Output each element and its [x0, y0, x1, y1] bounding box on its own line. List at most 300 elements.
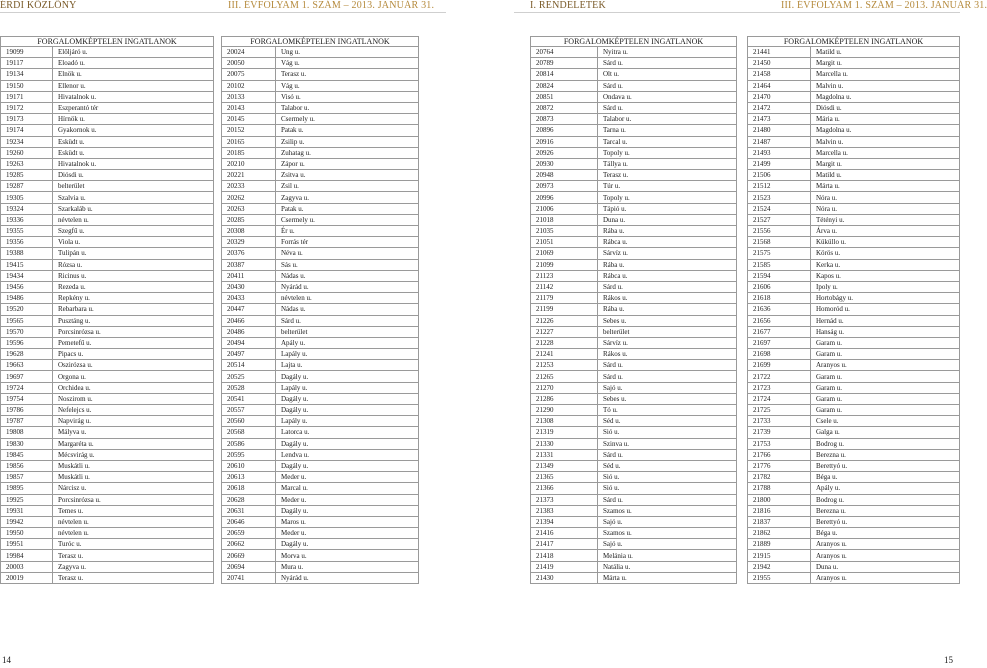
parcel-number: 20165	[222, 136, 276, 147]
street-name: Lajta u.	[276, 360, 419, 371]
table-row	[222, 315, 419, 326]
parcel-number: 21725	[748, 405, 811, 416]
parcel-number: 19697	[1, 371, 53, 382]
parcel-number: 21308	[531, 416, 598, 427]
street-name: belterület	[598, 326, 737, 337]
street-name: Előljáró u.	[53, 47, 214, 58]
parcel-number: 21837	[748, 516, 811, 527]
parcel-number: 19628	[1, 349, 53, 360]
street-name: Zápor u.	[276, 158, 419, 169]
parcel-number: 21035	[531, 226, 598, 237]
parcel-number: 21450	[748, 58, 811, 69]
table-row	[531, 561, 737, 572]
parcel-number: 19234	[1, 136, 53, 147]
street-name: Patak u.	[276, 125, 419, 136]
street-name: Sárd u.	[276, 315, 419, 326]
parcel-number: 21365	[531, 472, 598, 483]
parcel-number: 20741	[222, 572, 276, 583]
parcel-number: 20631	[222, 505, 276, 516]
table-row	[748, 69, 960, 80]
street-name: Zagyva u.	[276, 192, 419, 203]
street-name: Olt u.	[598, 69, 737, 80]
parcel-number: 19895	[1, 483, 53, 494]
table-row	[222, 528, 419, 539]
table-row	[1, 315, 214, 326]
table-row	[1, 69, 214, 80]
table-row	[222, 349, 419, 360]
table-row	[1, 505, 214, 516]
parcel-number: 19925	[1, 494, 53, 505]
table-row	[222, 226, 419, 237]
table-row	[222, 270, 419, 281]
parcel-number: 21417	[531, 539, 598, 550]
street-name: Matild u.	[811, 47, 960, 58]
table-row	[748, 382, 960, 393]
street-name: Apály u.	[276, 337, 419, 348]
street-name: névtelen u.	[53, 516, 214, 527]
parcel-number: 21349	[531, 460, 598, 471]
parcel-number: 20494	[222, 337, 276, 348]
table-row	[748, 483, 960, 494]
parcel-number: 20514	[222, 360, 276, 371]
parcel-number: 21006	[531, 203, 598, 214]
street-name: Hírnök u.	[53, 114, 214, 125]
parcel-number: 20872	[531, 102, 598, 113]
table-title: FORGALOMKÉPTELEN INGATLANOK	[222, 37, 419, 47]
table-row	[1, 416, 214, 427]
parcel-number: 21227	[531, 326, 598, 337]
section-title: I. RENDELETEK	[530, 0, 606, 11]
street-name: Küküllo u.	[811, 237, 960, 248]
parcel-number: 21265	[531, 371, 598, 382]
street-name: Pemetefű u.	[53, 337, 214, 348]
table-row	[748, 237, 960, 248]
table-row	[748, 102, 960, 113]
parcel-number: 21286	[531, 393, 598, 404]
street-name: Gyakornok u.	[53, 125, 214, 136]
table-row	[531, 472, 737, 483]
table-row	[748, 214, 960, 225]
street-name: Tarna u.	[598, 125, 737, 136]
table-row	[531, 181, 737, 192]
street-name: Nóra u.	[811, 203, 960, 214]
table-row	[531, 572, 737, 583]
street-name: Garam u.	[811, 393, 960, 404]
table-row	[531, 449, 737, 460]
parcel-number: 20824	[531, 80, 598, 91]
table-row	[222, 192, 419, 203]
table-row	[1, 91, 214, 102]
parcel-number: 19415	[1, 259, 53, 270]
street-name: Duna u.	[811, 561, 960, 572]
table-row	[531, 259, 737, 270]
table-row	[222, 91, 419, 102]
street-name: Ondava u.	[598, 91, 737, 102]
table-row	[1, 483, 214, 494]
parcel-number: 19388	[1, 248, 53, 259]
table-row	[1, 226, 214, 237]
street-name: Elnök u.	[53, 69, 214, 80]
parcel-number: 19808	[1, 427, 53, 438]
street-name: Vág u.	[276, 80, 419, 91]
parcel-number: 21618	[748, 293, 811, 304]
table-row	[1, 494, 214, 505]
street-name: Hivatalnok u.	[53, 91, 214, 102]
table-row	[748, 550, 960, 561]
parcel-number: 20646	[222, 516, 276, 527]
parcel-number: 20050	[222, 58, 276, 69]
street-name: Sárd u.	[598, 281, 737, 292]
street-name: Séd u.	[598, 460, 737, 471]
table-row	[222, 360, 419, 371]
street-name: Ellenor u.	[53, 80, 214, 91]
street-name: Tarcal u.	[598, 136, 737, 147]
table-row	[531, 69, 737, 80]
table-row	[222, 237, 419, 248]
parcel-number: 21889	[748, 539, 811, 550]
table-row	[748, 248, 960, 259]
parcel-number: 20528	[222, 382, 276, 393]
table-row	[531, 47, 737, 58]
property-table-3	[530, 36, 737, 584]
street-name: Rába u.	[598, 304, 737, 315]
parcel-number: 20308	[222, 226, 276, 237]
parcel-number: 20466	[222, 315, 276, 326]
table-row	[222, 550, 419, 561]
street-name: Zsitva u.	[276, 170, 419, 181]
table-row	[531, 248, 737, 259]
street-name: Nefelejcs u.	[53, 405, 214, 416]
table-row	[1, 293, 214, 304]
street-name: Ér u.	[276, 226, 419, 237]
table-row	[531, 405, 737, 416]
journal-title: ÉRDI KÖZLÖNY	[0, 0, 77, 11]
issue-info-left: III. ÉVFOLYAM 1. SZÁM – 2013. JANUÁR 31.	[228, 0, 435, 11]
table-row	[222, 382, 419, 393]
table-row	[222, 80, 419, 91]
street-name: Rába u.	[598, 259, 737, 270]
street-name: Eloadó u.	[53, 58, 214, 69]
parcel-number: 21480	[748, 125, 811, 136]
table-row	[1, 58, 214, 69]
street-name: Sárd u.	[598, 102, 737, 113]
table-row	[748, 449, 960, 460]
street-name: Sebes u.	[598, 393, 737, 404]
parcel-number: 20595	[222, 449, 276, 460]
header-divider-right	[514, 12, 960, 13]
parcel-number: 19950	[1, 528, 53, 539]
table-row	[531, 114, 737, 125]
parcel-number: 21473	[748, 114, 811, 125]
table-row	[1, 528, 214, 539]
table-row	[222, 114, 419, 125]
street-name: Sárvíz u.	[598, 248, 737, 259]
issue-info-right: III. ÉVFOLYAM 1. SZÁM – 2013. JANUÁR 31.	[781, 0, 987, 11]
street-name: Aranyos u.	[811, 550, 960, 561]
table-row	[748, 393, 960, 404]
street-name: Berezna u.	[811, 449, 960, 460]
table-row	[222, 214, 419, 225]
table-row	[1, 516, 214, 527]
parcel-number: 20143	[222, 102, 276, 113]
parcel-number: 21099	[531, 259, 598, 270]
street-name: Zsil u.	[276, 181, 419, 192]
parcel-number: 20185	[222, 147, 276, 158]
street-name: Garam u.	[811, 382, 960, 393]
table-row	[1, 47, 214, 58]
parcel-number: 21776	[748, 460, 811, 471]
street-name: Porcsinrózsa u.	[53, 494, 214, 505]
street-name: Kapos u.	[811, 270, 960, 281]
page-number-left: 14	[2, 655, 11, 665]
table-row	[748, 80, 960, 91]
parcel-number: 21366	[531, 483, 598, 494]
street-name: Berettyó u.	[811, 516, 960, 527]
table-row	[748, 125, 960, 136]
street-name: Hortobágy u.	[811, 293, 960, 304]
parcel-number: 21575	[748, 248, 811, 259]
table-row	[1, 371, 214, 382]
parcel-number: 21069	[531, 248, 598, 259]
street-name: Garam u.	[811, 405, 960, 416]
parcel-number: 19663	[1, 360, 53, 371]
street-name: Viola u.	[53, 237, 214, 248]
table-row	[531, 170, 737, 181]
street-name: névtelen u.	[53, 528, 214, 539]
parcel-number: 21942	[748, 561, 811, 572]
street-name: Sajó u.	[598, 539, 737, 550]
table-row	[1, 449, 214, 460]
parcel-number: 19786	[1, 405, 53, 416]
street-name: Hivatalnok u.	[53, 158, 214, 169]
parcel-number: 20628	[222, 494, 276, 505]
table-row	[1, 337, 214, 348]
table-row	[531, 281, 737, 292]
parcel-number: 20659	[222, 528, 276, 539]
parcel-number: 19117	[1, 58, 53, 69]
street-name: Zsilip u.	[276, 136, 419, 147]
table-row	[748, 226, 960, 237]
street-name: Nyárád u.	[276, 281, 419, 292]
parcel-number: 20568	[222, 427, 276, 438]
street-name: Tulipán u.	[53, 248, 214, 259]
street-name: Rezeda u.	[53, 281, 214, 292]
street-name: Terasz u.	[53, 550, 214, 561]
street-name: Hanság u.	[811, 326, 960, 337]
table-row	[1, 349, 214, 360]
property-table-2	[221, 36, 419, 584]
parcel-number: 21499	[748, 158, 811, 169]
street-name: Esküdt u.	[53, 147, 214, 158]
street-name: Mura u.	[276, 561, 419, 572]
parcel-number: 21782	[748, 472, 811, 483]
parcel-number: 20133	[222, 91, 276, 102]
parcel-number: 21724	[748, 393, 811, 404]
table-row	[748, 91, 960, 102]
table-row	[1, 147, 214, 158]
parcel-number: 19174	[1, 125, 53, 136]
parcel-number: 20024	[222, 47, 276, 58]
parcel-number: 21487	[748, 136, 811, 147]
street-name: Mályva u.	[53, 427, 214, 438]
parcel-number: 21527	[748, 214, 811, 225]
street-name: Szamos u.	[598, 528, 737, 539]
street-name: Aranyos u.	[811, 539, 960, 550]
table-row	[1, 181, 214, 192]
table-row	[222, 125, 419, 136]
parcel-number: 21430	[531, 572, 598, 583]
table-row	[222, 170, 419, 181]
parcel-number: 21816	[748, 505, 811, 516]
parcel-number: 21373	[531, 494, 598, 505]
table-row	[531, 505, 737, 516]
street-name: Béga u.	[811, 472, 960, 483]
table-row	[222, 460, 419, 471]
table-row	[222, 516, 419, 527]
parcel-number: 21228	[531, 337, 598, 348]
table-row	[748, 539, 960, 550]
parcel-number: 21697	[748, 337, 811, 348]
street-name: Ipoly u.	[811, 281, 960, 292]
parcel-number: 20411	[222, 270, 276, 281]
table-row	[1, 561, 214, 572]
table-row	[531, 460, 737, 471]
parcel-number: 19355	[1, 226, 53, 237]
street-name: Muskátli u.	[53, 472, 214, 483]
street-name: Patak u.	[276, 203, 419, 214]
street-name: Muskátli u.	[53, 460, 214, 471]
street-name: Árva u.	[811, 226, 960, 237]
parcel-number: 20814	[531, 69, 598, 80]
table-row	[1, 158, 214, 169]
parcel-number: 20973	[531, 181, 598, 192]
table-row	[531, 382, 737, 393]
street-name: Esküdt u.	[53, 136, 214, 147]
street-name: Aranyos u.	[811, 572, 960, 583]
parcel-number: 19486	[1, 293, 53, 304]
parcel-number: 21556	[748, 226, 811, 237]
table-row	[1, 214, 214, 225]
street-name: Margit u.	[811, 158, 960, 169]
street-name: Visó u.	[276, 91, 419, 102]
street-name: Malvin u.	[811, 80, 960, 91]
street-name: Oszirózsa u.	[53, 360, 214, 371]
street-name: Pipacs u.	[53, 349, 214, 360]
street-name: Noszirom u.	[53, 393, 214, 404]
street-name: Meder u.	[276, 472, 419, 483]
table-row	[1, 572, 214, 583]
street-name: Sárd u.	[598, 449, 737, 460]
table-row	[748, 326, 960, 337]
table-row	[222, 281, 419, 292]
parcel-number: 19520	[1, 304, 53, 315]
street-name: Rákos u.	[598, 293, 737, 304]
parcel-number: 19171	[1, 91, 53, 102]
street-name: Lapály u.	[276, 416, 419, 427]
street-name: Turóc u.	[53, 539, 214, 550]
table-row	[1, 136, 214, 147]
table-row	[222, 505, 419, 516]
street-name: Szegfű u.	[53, 226, 214, 237]
table-row	[748, 259, 960, 270]
street-name: Szarkaláb u.	[53, 203, 214, 214]
street-name: Rábca u.	[598, 270, 737, 281]
street-name: Dagály u.	[276, 393, 419, 404]
street-name: Béga u.	[811, 528, 960, 539]
parcel-number: 19134	[1, 69, 53, 80]
street-name: Marcella u.	[811, 147, 960, 158]
table-row	[1, 248, 214, 259]
street-name: Aranyos u.	[811, 360, 960, 371]
street-name: belterület	[276, 326, 419, 337]
street-name: Szinva u.	[598, 438, 737, 449]
parcel-number: 21319	[531, 427, 598, 438]
parcel-number: 21739	[748, 427, 811, 438]
table-row	[222, 203, 419, 214]
table-row	[531, 438, 737, 449]
table-row	[748, 203, 960, 214]
parcel-number: 19305	[1, 192, 53, 203]
table-row	[222, 293, 419, 304]
table-row	[748, 170, 960, 181]
street-name: Dagály u.	[276, 460, 419, 471]
table-row	[531, 58, 737, 69]
parcel-number: 21123	[531, 270, 598, 281]
parcel-number: 20285	[222, 214, 276, 225]
street-name: Sajó u.	[598, 516, 737, 527]
table-row	[1, 192, 214, 203]
table-row	[222, 248, 419, 259]
street-name: Rákos u.	[598, 349, 737, 360]
table-row	[1, 114, 214, 125]
table-row	[748, 438, 960, 449]
street-name: Dagály u.	[276, 539, 419, 550]
street-name: Berettyó u.	[811, 460, 960, 471]
parcel-number: 19984	[1, 550, 53, 561]
street-name: Nóra u.	[811, 192, 960, 203]
table-row	[222, 58, 419, 69]
parcel-number: 21493	[748, 147, 811, 158]
table-row	[531, 237, 737, 248]
parcel-number: 19263	[1, 158, 53, 169]
street-name: Terasz u.	[598, 170, 737, 181]
street-name: Sebes u.	[598, 315, 737, 326]
street-name: Hernád u.	[811, 315, 960, 326]
table-row	[1, 270, 214, 281]
parcel-number: 20221	[222, 170, 276, 181]
table-row	[222, 416, 419, 427]
table-row	[222, 561, 419, 572]
parcel-number: 19857	[1, 472, 53, 483]
table-row	[748, 427, 960, 438]
parcel-number: 21441	[748, 47, 811, 58]
parcel-number: 21472	[748, 102, 811, 113]
table-row	[531, 349, 737, 360]
street-name: Márta u.	[811, 181, 960, 192]
parcel-number: 21179	[531, 293, 598, 304]
parcel-number: 20329	[222, 237, 276, 248]
table-row	[222, 69, 419, 80]
table-row	[748, 337, 960, 348]
street-name: Berezna u.	[811, 505, 960, 516]
table-row	[531, 393, 737, 404]
table-row	[748, 58, 960, 69]
parcel-number: 19356	[1, 237, 53, 248]
table-row	[748, 158, 960, 169]
table-row	[531, 494, 737, 505]
street-name: Maros u.	[276, 516, 419, 527]
parcel-number: 19596	[1, 337, 53, 348]
